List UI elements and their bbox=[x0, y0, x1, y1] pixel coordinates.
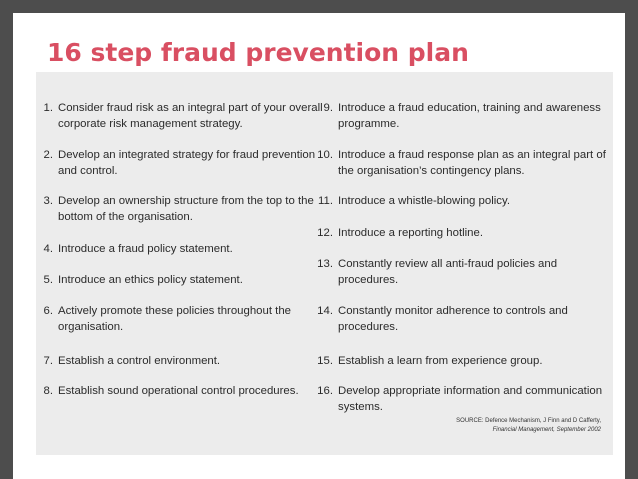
list-item bbox=[308, 194, 608, 210]
item-number: 16. bbox=[317, 385, 333, 397]
list-item bbox=[308, 304, 608, 335]
item-text: Introduce a whistle-blowing policy. bbox=[338, 195, 510, 207]
item-number: 10. bbox=[317, 149, 333, 161]
content-panel bbox=[36, 72, 613, 455]
source-citation bbox=[456, 417, 601, 435]
item-text: Introduce a reporting hotline. bbox=[338, 227, 484, 239]
list-item bbox=[308, 148, 608, 179]
item-number: 13. bbox=[317, 258, 333, 270]
slide-title: 16 step fraud prevention plan bbox=[47, 38, 469, 67]
list-item bbox=[308, 226, 608, 242]
item-number: 9. bbox=[323, 102, 333, 114]
item-number: 11. bbox=[318, 195, 333, 207]
item-text: Introduce a fraud education, training and awareness programme. bbox=[338, 102, 601, 130]
item-number: 7. bbox=[43, 355, 53, 367]
item-number: 15. bbox=[317, 355, 333, 367]
item-text: Introduce a fraud policy statement. bbox=[58, 243, 233, 255]
item-text: Develop an integrated strategy for fraud prevention and control. bbox=[58, 149, 316, 177]
item-text: Develop appropriate information and communication systems. bbox=[338, 385, 603, 413]
item-number: 14. bbox=[317, 305, 333, 317]
item-number: 3. bbox=[43, 195, 53, 207]
slide bbox=[13, 13, 625, 479]
list-item bbox=[308, 257, 608, 288]
list-item bbox=[36, 194, 324, 225]
item-text: Establish a learn from experience group. bbox=[338, 355, 543, 367]
item-text: Consider fraud risk as an integral part of your overall corporate risk management strategy. bbox=[58, 102, 323, 130]
item-number: 6. bbox=[43, 305, 53, 317]
item-text: Constantly monitor adherence to controls and procedures. bbox=[338, 305, 568, 333]
list-item bbox=[36, 354, 324, 370]
list-item bbox=[36, 273, 324, 289]
item-number: 1. bbox=[43, 102, 53, 114]
source-line-1: SOURCE: Defence Mechanism, J Finn and D Cafferty, bbox=[456, 418, 601, 424]
item-text: Actively promote these policies throughout the organisation. bbox=[58, 305, 292, 333]
list-item bbox=[36, 101, 324, 132]
item-text: Develop an ownership structure from the top to the bottom of the organisation. bbox=[58, 195, 314, 223]
list-item bbox=[36, 148, 324, 179]
item-text: Introduce a fraud response plan as an integral part of the organisation’s contingency plans. bbox=[338, 149, 606, 177]
list-item bbox=[308, 384, 608, 415]
source-line-2: Financial Management, September 2002 bbox=[492, 427, 601, 433]
item-text: Establish a control environment. bbox=[58, 355, 221, 367]
item-number: 5. bbox=[43, 274, 53, 286]
list-item bbox=[308, 354, 608, 370]
item-number: 2. bbox=[43, 149, 53, 161]
list-item bbox=[308, 101, 608, 132]
list-item bbox=[36, 384, 324, 400]
item-text: Constantly review all anti-fraud policies and procedures. bbox=[338, 258, 558, 286]
list-item bbox=[36, 242, 324, 258]
item-number: 4. bbox=[43, 243, 53, 255]
item-number: 12. bbox=[317, 227, 333, 239]
item-number: 8. bbox=[43, 385, 53, 397]
item-text: Introduce an ethics policy statement. bbox=[58, 274, 243, 286]
list-item bbox=[36, 304, 324, 335]
item-text: Establish sound operational control procedures. bbox=[58, 385, 299, 397]
